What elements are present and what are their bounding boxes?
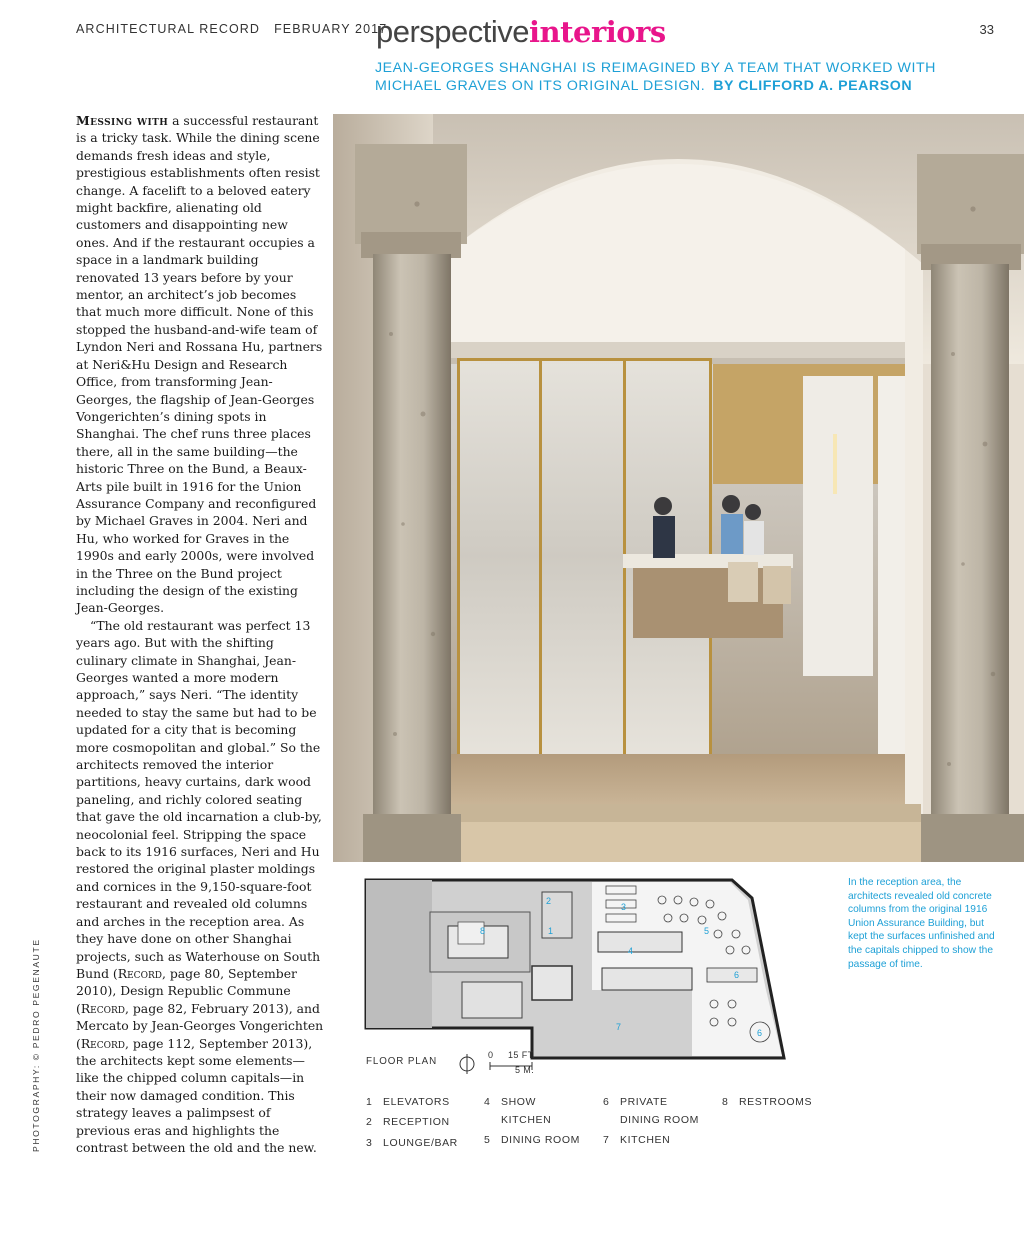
record-ref-3: Record <box>80 1035 125 1051</box>
legend-label: LOUNGE/BAR <box>383 1137 458 1149</box>
paragraph-2 <box>76 617 324 1157</box>
legend-label: DINING ROOM <box>501 1134 580 1146</box>
deck-line-2 <box>375 77 995 95</box>
deck-line-2-text: MICHAEL GRAVES ON ITS ORIGINAL DESIGN. <box>375 78 706 94</box>
publication-name: ARCHITECTURAL RECORD <box>76 22 261 36</box>
paragraph-1 <box>76 112 324 617</box>
legend-num: 8 <box>722 1096 729 1108</box>
floor-plan-diagram <box>362 872 792 1068</box>
byline: BY CLIFFORD A. PEARSON <box>713 78 913 94</box>
record-ref-2: Record <box>80 1000 125 1016</box>
scale-feet: 15 FT. <box>508 1050 536 1060</box>
legend-label: PRIVATE DINING ROOM <box>620 1096 699 1126</box>
issue-date: FEBRUARY 2017 <box>274 22 388 36</box>
reception-photo <box>333 114 1024 862</box>
reception-photo-illustration <box>333 114 1024 862</box>
scale-meters: 5 M. <box>515 1065 535 1075</box>
floor-plan-drawing <box>362 872 792 1068</box>
callout-4: 4 <box>628 946 634 956</box>
record-ref-1: Record <box>117 965 162 981</box>
legend-label: ELEVATORS <box>383 1096 450 1108</box>
page-number: 33 <box>979 22 994 37</box>
running-head <box>76 22 387 36</box>
legend-label: RECEPTION <box>383 1116 450 1128</box>
legend-num: 3 <box>366 1137 373 1149</box>
callout-5: 5 <box>704 926 710 936</box>
callout-8: 8 <box>480 926 486 936</box>
paragraph-2-text-b: , page 80, September 2010), Design Republic Commune ( <box>76 965 297 1016</box>
callout-2: 2 <box>546 896 552 906</box>
callout-7: 7 <box>616 1022 622 1032</box>
section-label <box>376 16 666 47</box>
paragraph-2-text-d: , page 112, September 2013), the architects kept some elements—like the chipped column capitals—in their now damaged condition. This strategy leaves a palimpsest of previous eras and highlights the contrast between the old and the new. <box>76 1035 317 1155</box>
paragraph-2-text-a: “The old restaurant was perfect 13 years ago. But with the shifting culinary climate in Shanghai, Jean-Georges wanted a more modern approach,” says Neri. “The identity needed to stay the same but had to be updated for a city that is becoming more cosmopolitan and global.” So the architects removed the interior partitions, heavy curtains, dark wood paneling, and richly colored seating that gave the old incarnation a club-by, neocolonial feel. Stripping the space back to its 1916 surfaces, Neri and Hu restored the original plaster moldings and cornices in the 9,150-square-foot restaurant and revealed old columns and arches in the reception area. As they have done on other Shanghai projects, such as Waterhouse on South Bund ( <box>76 617 322 981</box>
legend-num: 4 <box>484 1096 491 1108</box>
callout-6-b: 6 <box>757 1028 763 1038</box>
legend-label: KITCHEN <box>620 1134 671 1146</box>
legend-num: 5 <box>484 1134 491 1146</box>
photo-credit: PHOTOGRAPHY: © PEDRO PEGENAUTE <box>31 938 41 1152</box>
legend-num: 6 <box>603 1096 610 1108</box>
scale-zero: 0 <box>488 1050 494 1060</box>
legend-num: 1 <box>366 1096 373 1108</box>
callout-3: 3 <box>621 902 627 912</box>
paragraph-1-text: a successful restaurant is a tricky task. While the dining scene demands fresh ideas and style, prestigious establishments often resist change. A facelift to a beloved eatery might backfire, alienating old customers and disappointing new ones. And if the restaurant occupies a space in a landmark building renovated 13 years before by your mentor, an architect’s job becomes that much more difficult. None of this stopped the husband-and-wife team of Lyndon Neri and Rossana Hu, partners at Neri&Hu Design and Research Office, from transforming Jean-Georges, the flagship of Jean-Georges Vongerichten’s dining spots in Shanghai. The chef runs three places there, all in the same building—the historic Three on the Bund, a Beaux-Arts pile built in 1916 for the Union Assurance Company and reconfigured by Michael Graves in 2004. Neri and Hu, who worked for Graves in the 1990s and early 2000s, were involved in the Three on the Bund project including the design of the existing Jean-Georges. <box>76 113 323 616</box>
legend-label: RESTROOMS <box>739 1096 813 1108</box>
section-label-bold: interiors <box>529 15 666 49</box>
deck-line-1: JEAN-GEORGES SHANGHAI IS REIMAGINED BY A TEAM THAT WORKED WITH <box>375 60 936 76</box>
paragraph-2-text-c: , page 82, February 2013), and Mercato by Jean-Georges Vongerichten ( <box>76 1000 324 1051</box>
callout-6-a: 6 <box>734 970 740 980</box>
section-label-light: perspective <box>376 14 530 49</box>
article-deck <box>375 59 995 95</box>
article-body <box>76 112 324 1156</box>
floor-plan-label: FLOOR PLAN <box>366 1056 438 1067</box>
legend-num: 2 <box>366 1116 373 1128</box>
photo-caption: In the reception area, the architects revealed old concrete columns from the original 1916 Union Assurance Building, but kept the surfaces unfinished and the capitals chipped to show the passage of time. <box>848 877 995 970</box>
callout-1: 1 <box>548 926 554 936</box>
legend-label: SHOW KITCHEN <box>501 1096 552 1126</box>
lead-in: Messing with <box>76 113 169 128</box>
legend-num: 7 <box>603 1134 610 1146</box>
